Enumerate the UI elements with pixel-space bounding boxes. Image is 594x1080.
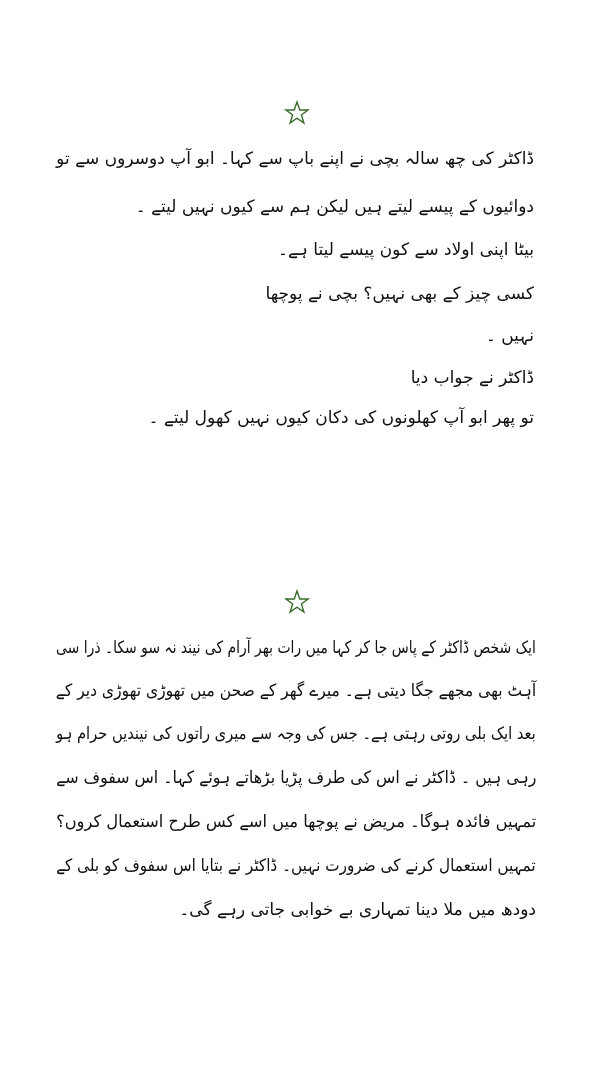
story-2-line-7: دودھ میں ملا دینا تمہاری بے خوابی جاتی رہے گی۔	[179, 900, 536, 920]
story-1-line-7: تو پھر ابو آپ کھلونوں کی دکان کیوں نہیں کھول لیتے ۔	[148, 408, 534, 428]
story-1-line-4: کسی چیز کے بھی نہیں؟ بچی نے پوچھا	[265, 284, 534, 304]
story-2	[56, 0, 536, 940]
story-2-line-6: تمہیں استعمال کرنے کی ضرورت نہیں۔ ڈاکٹر نے بتایا اس سفوف کو بلی کے	[56, 856, 536, 876]
story-1-line-1: ڈاکٹر کی چھ سالہ بچی نے اپنے باپ سے کہا۔ ابو آپ دوسروں سے تو	[56, 149, 534, 169]
story-1-line-2: دوائیوں کے پیسے لیتے ہیں لیکن ہم سے کیوں نہیں لیتے ۔	[135, 197, 534, 217]
story-2-line-1: ایک شخص ڈاکٹر کے پاس جا کر کہا میں رات بھر آرام کی نیند نہ سو سکا۔ ذرا سی	[56, 638, 536, 658]
story-2-line-4: رہی ہیں ۔ ڈاکٹر نے اس کی طرف پڑیا بڑھاتے ہوئے کہا۔ اس سفوف سے	[55, 768, 536, 788]
story-2-line-3: بعد ایک بلی روتی رہتی ہے۔ جس کی وجہ سے میری راتوں کی نیندیں حرام ہو	[56, 724, 536, 744]
story-1-line-5: نہیں ۔	[485, 326, 534, 346]
story-2-line-2: آہٹ بھی مجھے جگا دیتی ہے۔ میرے گھر کے صحن میں تھوڑی تھوڑی دیر کے	[55, 681, 536, 701]
story-2-line-5: تمہیں فائدہ ہوگا۔ مریض نے پوچھا میں اسے کس طرح استعمال کروں؟	[55, 812, 536, 832]
story-1-line-3: بیٹا اپنی اولاد سے کون پیسے لیتا ہے۔	[277, 240, 534, 260]
story-1-line-6: ڈاکٹر نے جواب دیا	[410, 368, 534, 388]
